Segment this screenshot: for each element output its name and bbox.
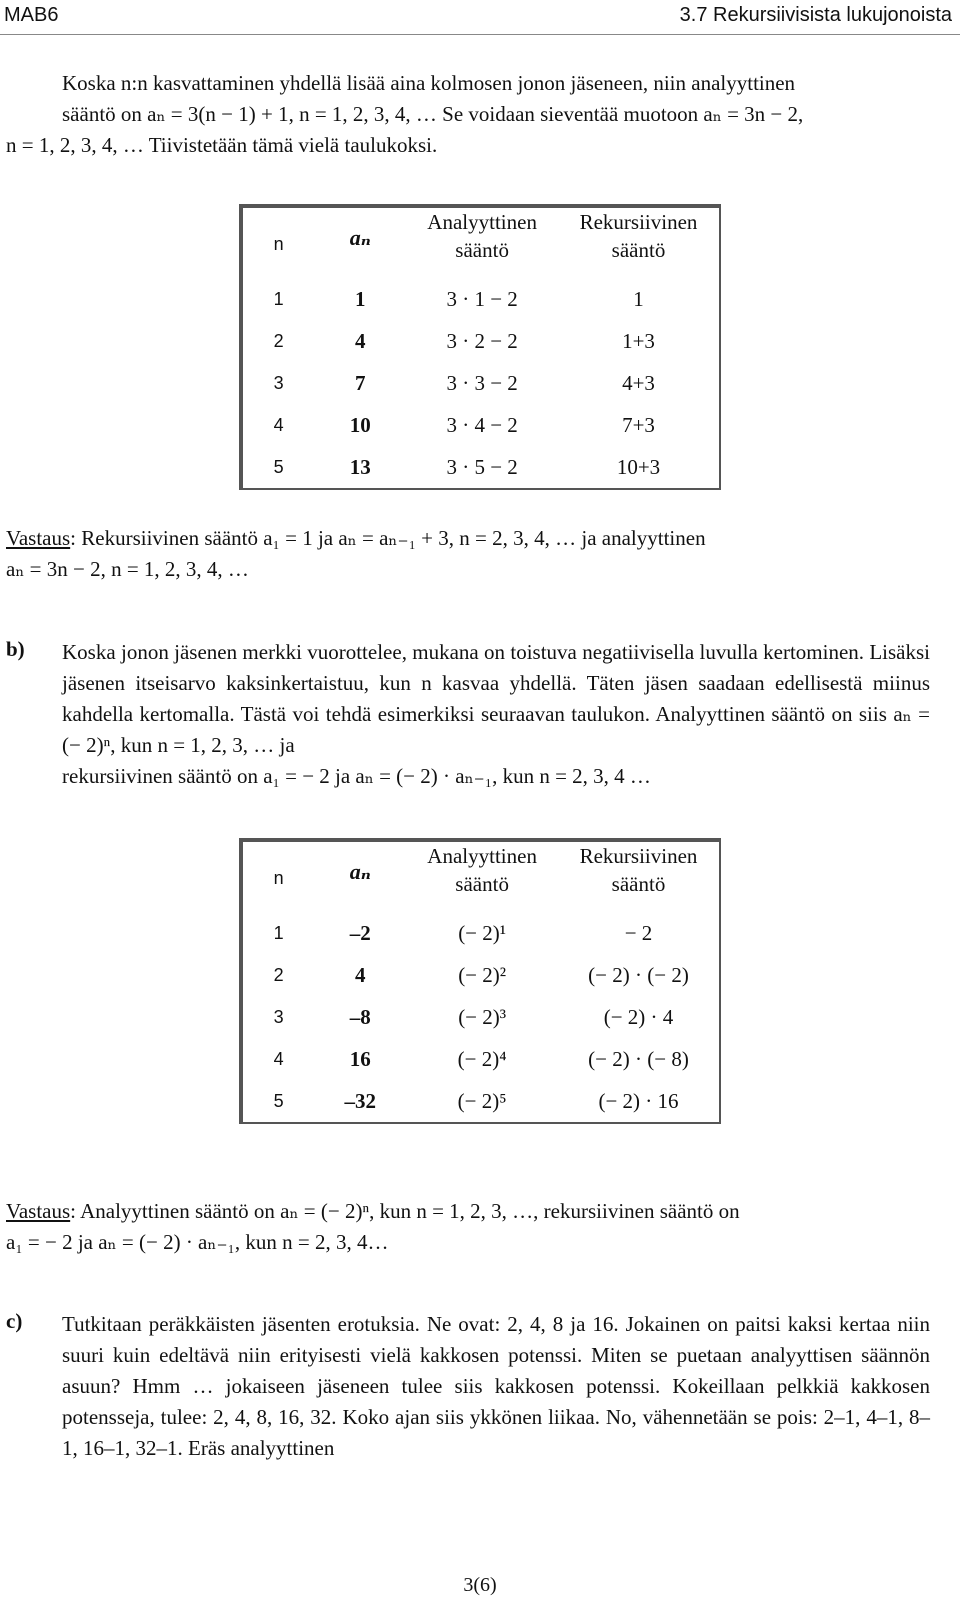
part-b-text-1: Koska jonon jäsenen merkki vuorottelee, mukana on toistuva negatiivisella luvulla kertominen. Lisäksi jäsenen itseisarvo kaksinkertaistuu, kun n kasvaa yhdellä. Täten jäsen saadaan edellisestä miinus kahdella kertomalla. Tästä voi tehdä esimerkiksi seuraavan taulukon. Analyyttinen sääntö on siis aₙ = (− 2)ⁿ, kun n = 1, 2, 3, … ja [62,640,930,757]
cell-analytic: (− 2)² [458,962,507,987]
table-row [243,278,719,320]
cell-n: 4 [273,414,284,435]
answer-a [6,523,930,585]
table-header-row [243,842,719,912]
part-c-label: c) [6,1309,23,1333]
cell-recursive: 10+3 [616,454,661,479]
table-header-row [243,208,719,278]
table-row [243,1038,719,1080]
cell-analytic: (− 2)¹ [458,920,507,945]
cell-recursive: 1 [633,286,644,311]
cell-analytic: 3 · 1 − 2 [446,286,518,311]
column-header-n: n [273,234,284,254]
column-header-recursive: Rekursiivinen sääntö [579,844,698,896]
cell-an: 10 [349,412,371,437]
cell-an: –32 [344,1088,377,1113]
column-header-recursive: Rekursiivinen sääntö [579,210,698,262]
table-row [243,996,719,1038]
answer-b-line-2: a₁ = − 2 ja aₙ = (− 2) · aₙ₋₁, kun n = 2, 3, 4… [6,1230,389,1254]
answer-label: Vastaus [6,1199,71,1223]
cell-analytic: 3 · 2 − 2 [446,328,518,353]
header-course: MAB6 [4,4,59,26]
column-header-analytic: Analyyttinen sääntö [427,210,537,262]
cell-recursive: (− 2) · (− 8) [588,1046,689,1071]
part-b-paragraph [62,637,930,792]
table-row [243,1080,719,1122]
intro-line-3: n = 1, 2, 3, 4, … Tiivistetään tämä vielä taulukoksi. [6,133,438,157]
intro-paragraph [62,68,930,130]
intro-line-2: sääntö on aₙ = 3(n − 1) + 1, n = 1, 2, 3, 4, … Se voidaan sieventää muotoon aₙ = 3n − 2, [62,102,804,126]
cell-recursive: 1+3 [622,328,655,353]
cell-an: 4 [355,962,366,987]
column-header-an: aₙ [349,225,371,250]
cell-n: 2 [273,330,284,351]
part-c-paragraph: Tutkitaan peräkkäisten jäsenten erotuksia. Ne ovat: 2, 4, 8 ja 16. Jokainen on paitsi kaksi kertaa niin suuri kuin edeltävä niin erityisesti vielä kakkosen potenssi. Miten se puetaan analyyttisen säännön asuun? Hmm … jokaiseen jäseneen tulee siis kakkosen potenssi. Kokeillaan pelkkiä kakkosen potensseja, tulee: 2, 4, 8, 16, 32. Koko ajan siis ykkönen liikaa. No, vähennetään se pois: 2–1, 4–1, 8–1, 16–1, 32–1. Eräs analyyttinen [62,1312,930,1460]
header-section-title: 3.7 Rekursiivisista lukujonoista [679,4,952,26]
cell-analytic: (− 2)⁴ [457,1046,507,1071]
table-geometric-sequence [239,838,721,1124]
table-row [243,362,719,404]
cell-analytic: 3 · 4 − 2 [446,412,518,437]
cell-an: 1 [355,286,366,311]
answer-b-line-1: : Analyyttinen sääntö on aₙ = (− 2)ⁿ, kun n = 1, 2, 3, …, rekursiivinen sääntö on [70,1199,740,1223]
cell-n: 1 [273,288,284,309]
cell-n: 2 [273,964,284,985]
cell-analytic: 3 · 5 − 2 [446,454,518,479]
table-row [243,446,719,488]
intro-line-1: Koska n:n kasvattaminen yhdellä lisää aina kolmosen jonon jäseneen, niin analyyttinen [62,71,796,95]
cell-recursive: 4+3 [622,370,655,395]
column-header-an: aₙ [349,859,371,884]
cell-n: 3 [273,372,284,393]
column-header-n: n [273,868,284,888]
table-row [243,912,719,954]
cell-n: 5 [273,456,284,477]
cell-recursive: (− 2) · (− 2) [588,962,689,987]
answer-a-line-1: : Rekursiivinen sääntö a₁ = 1 ja aₙ = aₙ₋₁ + 3, n = 2, 3, 4, … ja analyyttinen [70,526,706,550]
cell-analytic: (− 2)⁵ [457,1088,507,1113]
cell-n: 1 [273,922,284,943]
cell-n: 4 [273,1048,284,1069]
cell-an: 16 [349,1046,371,1071]
cell-an: 7 [355,370,366,395]
answer-b [6,1196,930,1258]
table-arithmetic-sequence [239,204,721,490]
column-header-analytic: Analyyttinen sääntö [427,844,537,896]
answer-a-line-2: aₙ = 3n − 2, n = 1, 2, 3, 4, … [6,557,249,581]
cell-recursive: (− 2) · 4 [603,1004,674,1029]
cell-an: 4 [355,328,366,353]
cell-n: 5 [273,1090,284,1111]
cell-an: –8 [349,1004,371,1029]
table-row [243,954,719,996]
cell-n: 3 [273,1006,284,1027]
page-number: 3(6) [463,1574,497,1596]
cell-an: –2 [349,920,371,945]
part-b-label: b) [6,637,25,661]
table-row [243,320,719,362]
answer-label: Vastaus [6,526,71,550]
part-b-text-2: rekursiivinen sääntö on a₁ = − 2 ja aₙ = (− 2) · aₙ₋₁, kun n = 2, 3, 4 … [62,764,651,788]
header-divider [0,34,960,35]
cell-recursive: 7+3 [622,412,655,437]
cell-an: 13 [349,454,371,479]
cell-recursive: − 2 [624,920,653,945]
cell-analytic: 3 · 3 − 2 [446,370,518,395]
cell-analytic: (− 2)³ [458,1004,507,1029]
table-row [243,404,719,446]
cell-recursive: (− 2) · 16 [598,1088,679,1113]
